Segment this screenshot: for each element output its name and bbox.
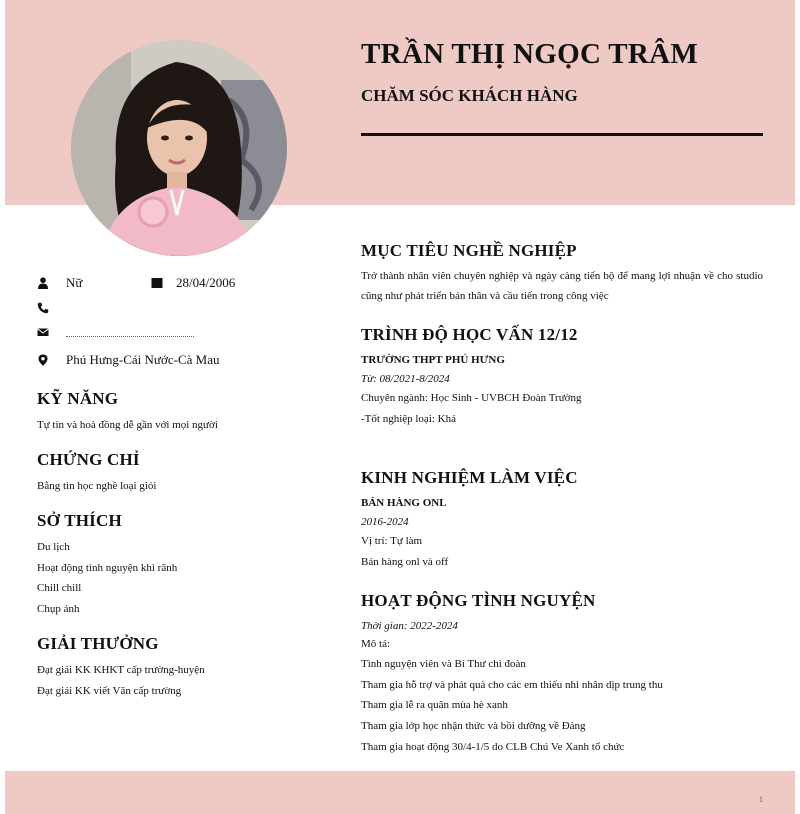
experience-company: BÁN HÀNG ONL <box>361 497 447 509</box>
person-icon <box>37 277 49 289</box>
skill-item: Tự tin và hoà đồng dễ gần với mọi người <box>37 419 218 431</box>
footer-band <box>5 771 795 814</box>
objective-title: MỤC TIÊU NGHỀ NGHIỆP <box>361 241 577 260</box>
award-item: Đạt giải KK viết Văn cấp trường <box>37 685 182 697</box>
education-major: Chuyên ngành: Học Sinh - UVBCH Đoàn Trường <box>361 392 582 404</box>
education-title: TRÌNH ĐỘ HỌC VẤN 12/12 <box>361 325 578 344</box>
full-name: TRẦN THỊ NGỌC TRÂM <box>361 38 699 70</box>
awards-title: GIẢI THƯỞNG <box>37 634 159 653</box>
gender-row <box>37 275 82 291</box>
gender-value: Nữ <box>66 275 83 290</box>
hobby-item: Chụp ảnh <box>37 603 80 615</box>
address-value: Phú Hưng-Cái Nước-Cà Mau <box>66 352 220 367</box>
header-divider <box>361 133 763 136</box>
volunteer-item: Tham gia lễ ra quân mùa hè xanh <box>361 699 508 711</box>
calendar-icon <box>151 277 163 289</box>
volunteer-item: Tình nguyện viên và Bí Thư chi đoàn <box>361 658 526 670</box>
award-item: Đạt giải KK KHKT cấp trường-huyện <box>37 664 205 676</box>
birthdate-row <box>151 275 235 291</box>
experience-position: Vị trí: Tự làm <box>361 535 423 547</box>
education-school: TRƯỜNG THPT PHÚ HƯNG <box>361 354 505 366</box>
birthdate-value: 28/04/2006 <box>176 275 236 290</box>
certificate-item: Bằng tin học nghề loại giỏi <box>37 480 157 492</box>
volunteer-item: Tham gia lớp học nhận thức và bồi dưỡng về Đảng <box>361 720 586 732</box>
email-row <box>37 326 194 338</box>
objective-text: Trở thành nhân viên chuyên nghiệp và ngày càng tiến bộ để mang lợi nhuận về cho studio cũng như phát triển bản thân và cầu tiến trong công việc <box>361 270 763 302</box>
skills-title: KỸ NĂNG <box>37 389 119 408</box>
hobbies-title: SỞ THÍCH <box>37 511 122 530</box>
address-row <box>37 352 219 368</box>
hobby-item: Du lịch <box>37 541 70 553</box>
volunteer-item: Tham gia hỗ trợ và phát quà cho các em thiếu nhi nhân dịp trung thu <box>361 679 663 691</box>
hobby-item: Hoạt động tình nguyện khi rãnh <box>37 562 178 574</box>
education-period: Từ: 08/2021-8/2024 <box>361 373 450 385</box>
volunteer-period: Thời gian: 2022-2024 <box>361 620 458 632</box>
profile-photo-illustration <box>71 40 287 256</box>
phone-icon <box>37 302 49 314</box>
experience-title: KINH NGHIỆM LÀM VIỆC <box>361 468 578 487</box>
volunteer-desc-label: Mô tả: <box>361 638 391 650</box>
volunteer-item: Tham gia hoạt động 30/4-1/5 do CLB Chú Ve Xanh tổ chức <box>361 741 625 753</box>
location-pin-icon <box>37 354 49 366</box>
certificates-title: CHỨNG CHỈ <box>37 450 140 469</box>
education-grade: -Tốt nghiệp loại: Khá <box>361 413 457 425</box>
volunteer-title: HOẠT ĐỘNG TÌNH NGUYỆN <box>361 591 596 610</box>
page-number: 1 <box>759 795 763 804</box>
phone-row <box>37 302 66 314</box>
envelope-icon <box>37 326 49 338</box>
job-title: CHĂM SÓC KHÁCH HÀNG <box>361 86 578 105</box>
experience-period: 2016-2024 <box>361 516 409 528</box>
experience-description: Bán hàng onl và off <box>361 556 449 568</box>
email-redacted <box>66 333 194 337</box>
hobby-item: Chill chill <box>37 582 82 594</box>
profile-photo <box>71 40 287 256</box>
